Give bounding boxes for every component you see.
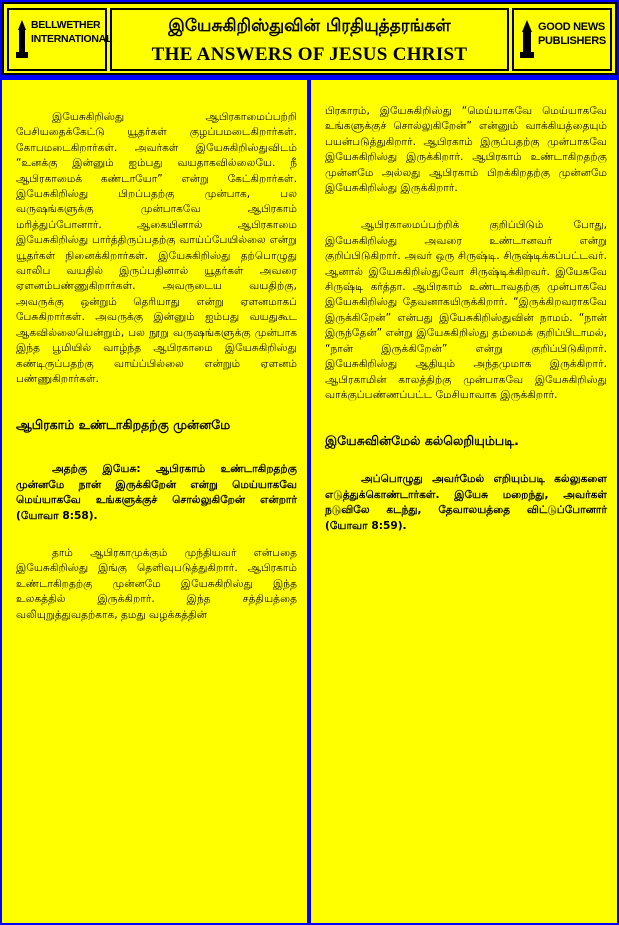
bellwether-logo — [7, 8, 113, 71]
left-logo-line2: INTERNATIONAL — [31, 33, 113, 45]
left-column — [2, 80, 307, 923]
left-paragraph-1: இயேசுகிறிஸ்து ஆபிரகாமைப்பற்றி பேசியதைக்கேட்டு யூதர்கள் குழப்பமடைகிறார்கள். கோபமடைகிறார்கள். அவர்கள் இயேசுகிறிஸ்துவிடம் “உனக்கு இன்னும் ஐம்பது வயதாகவில்லையே. நீ ஆபிரகாமைக் கண்டாயோ” என்று கேட்கிறார்கள். இயேசுகிறிஸ்து பிறப்பதற்கு முன்பாக, பல வருஷங்களுக்கு முன்பாகவே ஆபிரகாம் மரித்துப்போனார். ஆகையினால் ஆபிரகாமை இயேசுகிறிஸ்து பார்த்திருப்பதற்கு வாய்ப்பேயில்லை என்று யூதர்கள் நினைக்கிறார்கள். இயேசுகிறிஸ்து தற்பொழுது வாலிப வயதில் இருப்பதினால் யூதர்கள் அவரை ஏளனம்பண்ணுகிறார்கள். அவருடைய வயதிற்கு, அவருக்கு ஒன்றும் தெரியாது என்று ஏளனமாகப் பேசுகிறார்கள். அவருக்கு இன்னும் ஐம்பது வயதுகூட ஆகவில்லையென்றும், பல நூறு வருஷங்களுக்கு முன்பாக இந்த பூமியில் வாழ்ந்த ஆபிரகாமை இயேசுகிறிஸ்து கண்டிருப்பதற்கு வாய்ப்பில்லை என்றும் ஏளனம் பண்ணுகிறார்கள். — [16, 111, 297, 385]
left-paragraph-3: தாம் ஆபிரகாமுக்கும் முந்தியவர் என்பதை இயேசுகிறிஸ்து இங்கு தெளிவுபடுத்துகிறார். ஆபிரகாம் உண்டாகிறதற்கு முன்னமே இயேசுகிறிஸ்து இந்த உலகத்தில் இருக்கிறார். இந்த சத்தியத்தை வலியுறுத்துவதற்காக, தமது வழக்கத்தின் — [16, 546, 297, 621]
right-heading-1: இயேசுவின்மேல் கல்லெறியும்படி. — [325, 433, 519, 449]
right-logo-line1: GOOD NEWS — [538, 21, 605, 33]
title-box — [110, 8, 509, 71]
right-paragraph-2: ஆபிரகாமைப்பற்றிக் குறிப்பிடும் போது, இயேசுகிறிஸ்து அவரை உண்டானவர் என்று குறிப்பிடுகிறார். அவர் ஒரு சிருஷ்டி. சிருஷ்டிக்கப்பட்டவர். ஆனால் இயேசுகிறிஸ்துவோ சிருஷ்டிக்கிறவர். இயேசுவே சிருஷ்டி கர்த்தா. ஆபிரகாம் உண்டாவதற்கு முன்பாகவே இயேசுகிறிஸ்து தேவனாகயிருக்கிறார். “இருக்கிறவராகவே இருக்கிறேன்” என்பது இயேசுகிறிஸ்துவின் நாமம். “நான் இருந்தேன்” என்று இயேசுகிறிஸ்து தம்மைக் குறிப்பிடாமல், “நான் இருக்கிறேன்” என்று குறிப்பிடுகிறார். இயேசுகிறிஸ்து ஆதியும் அந்தமுமாக இருக்கிறார். ஆபிரகாமின் காலத்திற்கு முன்பாகவே இயேசுகிறிஸ்து வாக்குப்பண்ணப்பட்ட மேசியாவாக இருக்கிறார். — [325, 219, 607, 401]
left-heading-1: ஆபிரகாம் உண்டாகிறதற்கு முன்னமே — [16, 417, 231, 433]
left-logo-line1: BELLWETHER — [31, 19, 101, 31]
header — [2, 2, 617, 75]
tower-icon — [520, 20, 534, 60]
right-column — [311, 80, 617, 923]
right-paragraph-1: பிரகாரம், இயேசுகிறிஸ்து “மெய்யாகவே மெய்யாகவே உங்களுக்குச் சொல்லுகிறேன்” என்னும் வாக்கியத்தையும் பயன்படுத்துகிறார். ஆபிரகாம் இருப்பதற்கு முன்பாகவே இயேசுகிறிஸ்து இருக்கிறார். ஆபிரகாம் உண்டாகிறதற்கு முன்னமே அல்லது ஆபிரகாம் பிறக்கிறதற்கு முன்னமே இயேசுகிறிஸ்து இருக்கிறார். — [325, 105, 607, 195]
title-tamil: இயேசுகிறிஸ்துவின் பிரதியுத்தரங்கள் — [168, 16, 451, 36]
good-news-logo — [512, 8, 612, 71]
right-logo-line2: PUBLISHERS — [538, 35, 606, 47]
bell-tower-icon — [15, 20, 29, 60]
left-scripture-quote: அதற்கு இயேசு: ஆபிரகாம் உண்டாகிறதற்கு முன்னமே நான் இருக்கிறேன் என்று மெய்யாகவே மெய்யாகவே உங்களுக்குச் சொல்லுகிறேன் என்றார் (யோவா 8:58). — [16, 463, 297, 522]
right-scripture-quote: அப்பொழுது அவர்மேல் எறியும்படி கல்லுகளை எடுத்துக்கொண்டார்கள். இயேசு மறைந்து, அவர்கள் நடுவிலே கடந்து, தேவாலயத்தை விட்டுப்போனார் (யோவா 8:59). — [325, 473, 607, 532]
title-english: THE ANSWERS OF JESUS CHRIST — [151, 44, 468, 65]
